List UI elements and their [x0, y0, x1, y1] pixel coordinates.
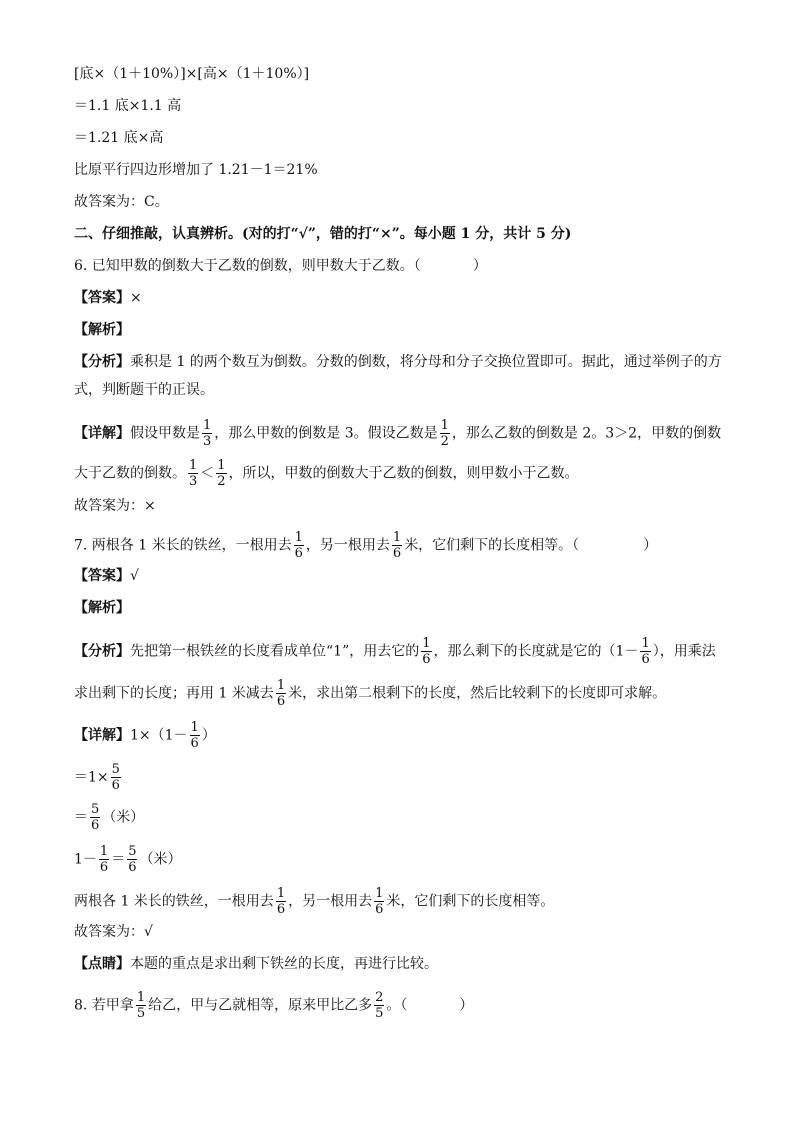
q7-detail-text-2: ＝1× [74, 769, 109, 786]
q7-question [74, 530, 658, 561]
q6-detail-text-1: 假设甲数是 [130, 425, 200, 442]
q6-detail-line-2 [74, 458, 579, 489]
q7-conclusion [74, 886, 555, 917]
q7-fenxi-line-1 [74, 636, 716, 667]
fraction-one-sixth: $\frac{1}{6}$ [422, 636, 431, 667]
q7-detail-line-3 [74, 802, 145, 833]
q7-fenxi-text-3: ），用乘法 [652, 643, 716, 660]
fraction-one-sixth: $\frac{1}{6}$ [276, 886, 286, 917]
q8-question-text-3: 。（ [386, 997, 408, 1014]
fraction-two-fifths: $\frac{2}{5}$ [375, 990, 384, 1021]
q6-detail-text-4: 大于乙数的倒数。 [74, 465, 186, 482]
q7-question-text-3: 米，它们剩下的长度相等。（ [404, 537, 580, 554]
prev-solution-line-4: 比原平行四边形增加了 1.21－1＝21% [74, 162, 318, 178]
q7-xiangjie-label: 【详解】 [74, 727, 130, 744]
q7-detail-text-3b: （米） [102, 809, 145, 826]
q7-jiexi-label: 【解析】 [74, 600, 130, 616]
q7-answer-value: √ [130, 568, 139, 584]
q7-fenxi-text-5: 米，求出第二根剩下的长度，然后比较剩下的长度即可求解。 [288, 685, 667, 702]
q6-fenxi-line-1 [74, 352, 722, 372]
q7-question-text-1: 7. 两根各 1 米长的铁丝，一根用去 [74, 537, 292, 554]
fraction-one-sixth: $\frac{1}{6}$ [276, 678, 286, 709]
q7-conclusion-text-1: 两根各 1 米长的铁丝，一根用去 [74, 893, 274, 910]
q8-question [74, 990, 474, 1021]
q6-jiexi-label: 【解析】 [74, 322, 130, 338]
prev-solution-line-3: ＝1.21 底×高 [74, 130, 164, 146]
fraction-one-sixth: $\frac{1}{6}$ [375, 886, 384, 917]
q7-detail-line-2 [74, 762, 123, 793]
q7-fenxi-line-2 [74, 678, 667, 709]
fraction-one-sixth: $\frac{1}{6}$ [99, 844, 109, 875]
q6-fenxi-label: 【分析】 [74, 354, 130, 370]
q8-question-text-1: 8. 若甲拿 [74, 997, 134, 1014]
fraction-five-sixths: $\frac{5}{6}$ [128, 844, 137, 875]
q7-answer [74, 566, 139, 586]
fraction-one-fifth: $\frac{1}{5}$ [136, 990, 146, 1021]
q7-detail-text-1b: ） [201, 727, 216, 744]
q7-conclusion-text-2: ，另一根用去 [288, 893, 373, 910]
q6-answer [74, 288, 142, 308]
q7-detail-text-4: 1－ [74, 851, 97, 868]
fraction-one-sixth: $\frac{1}{6}$ [392, 530, 402, 561]
q7-fenxi-label: 【分析】 [74, 643, 130, 660]
q7-detail-text-3: ＝ [74, 809, 88, 826]
fraction-one-sixth: $\frac{1}{6}$ [190, 720, 199, 751]
q6-xiangjie-label: 【详解】 [74, 425, 130, 442]
q6-question-close: ） [472, 258, 487, 274]
q6-answer-value: × [130, 290, 142, 306]
q6-fenxi-line-2: 式，判断题干的正误。 [74, 382, 214, 398]
fraction-one-half: $\frac{1}{2}$ [217, 458, 226, 489]
fraction-five-sixths: $\frac{5}{6}$ [91, 802, 100, 833]
q7-dianjing [74, 954, 438, 974]
q7-fenxi-text-4: 求出剩下的长度；再用 1 米减去 [74, 685, 274, 702]
q8-question-close: ） [459, 997, 474, 1014]
q8-question-text-2: 给乙，甲与乙就相等，原来甲比乙多 [148, 997, 373, 1014]
section-2-heading: 二、仔细推敲，认真辨析。(对的打“√”，错的打“×”。每小题 1 分，共计 5 分) [74, 226, 572, 242]
q6-detail-less-than: ＜ [200, 465, 215, 482]
q6-detail-text-2: ，那么甲数的倒数是 3。假设乙数是 [214, 425, 438, 442]
q7-question-close: ） [643, 537, 658, 554]
q7-dianjing-text: 本题的重点是求出剩下铁丝的长度，再进行比较。 [130, 956, 438, 972]
q7-fenxi-text-2: ，那么剩下的长度就是它的（1－ [433, 643, 639, 660]
prev-solution-line-1: [底×（1＋10%）]×[高×（1＋10%）] [74, 66, 310, 82]
prev-solution-line-2: ＝1.1 底×1.1 高 [74, 98, 182, 114]
q7-detail-line-4 [74, 844, 182, 875]
q6-answer-label: 【答案】 [74, 290, 130, 306]
q7-detail-line-1 [74, 720, 216, 751]
q6-detail-line-1 [74, 418, 722, 449]
q6-question [74, 256, 487, 276]
fraction-one-sixth: $\frac{1}{6}$ [641, 636, 650, 667]
q7-detail-text-4b: ＝ [111, 851, 126, 868]
q6-final-answer: 故答案为：× [74, 498, 156, 514]
fraction-one-sixth: $\frac{1}{6}$ [294, 530, 303, 561]
prev-solution-answer: 故答案为：C。 [74, 194, 169, 210]
q7-answer-label: 【答案】 [74, 568, 130, 584]
q7-detail-text-1: 1×（1－ [130, 727, 188, 744]
q7-fenxi-text-1: 先把第一根铁丝的长度看成单位“1”，用去它的 [130, 643, 420, 660]
q6-detail-text-3: ，那么乙数的倒数是 2。3＞2，甲数的倒数 [451, 425, 722, 442]
q7-final-answer: 故答案为：√ [74, 924, 153, 940]
fraction-five-sixths: $\frac{5}{6}$ [111, 762, 120, 793]
fraction-one-third: $\frac{1}{3}$ [189, 458, 198, 489]
fraction-one-half: $\frac{1}{2}$ [440, 418, 449, 449]
q6-question-text: 6. 已知甲数的倒数大于乙数的倒数，则甲数大于乙数。（ [74, 258, 421, 274]
fraction-one-third: $\frac{1}{3}$ [203, 418, 212, 449]
q7-dianjing-label: 【点睛】 [74, 956, 130, 972]
q6-detail-text-6: ，所以，甲数的倒数大于乙数的倒数，则甲数小于乙数。 [228, 465, 579, 482]
q7-conclusion-text-3: 米，它们剩下的长度相等。 [386, 893, 555, 910]
q7-detail-text-4c: （米） [139, 851, 182, 868]
q6-fenxi-text-a: 乘积是 1 的两个数互为倒数。分数的倒数，将分母和分子交换位置即可。据此，通过举例子的方 [130, 354, 722, 370]
q7-question-text-2: ，另一根用去 [305, 537, 390, 554]
